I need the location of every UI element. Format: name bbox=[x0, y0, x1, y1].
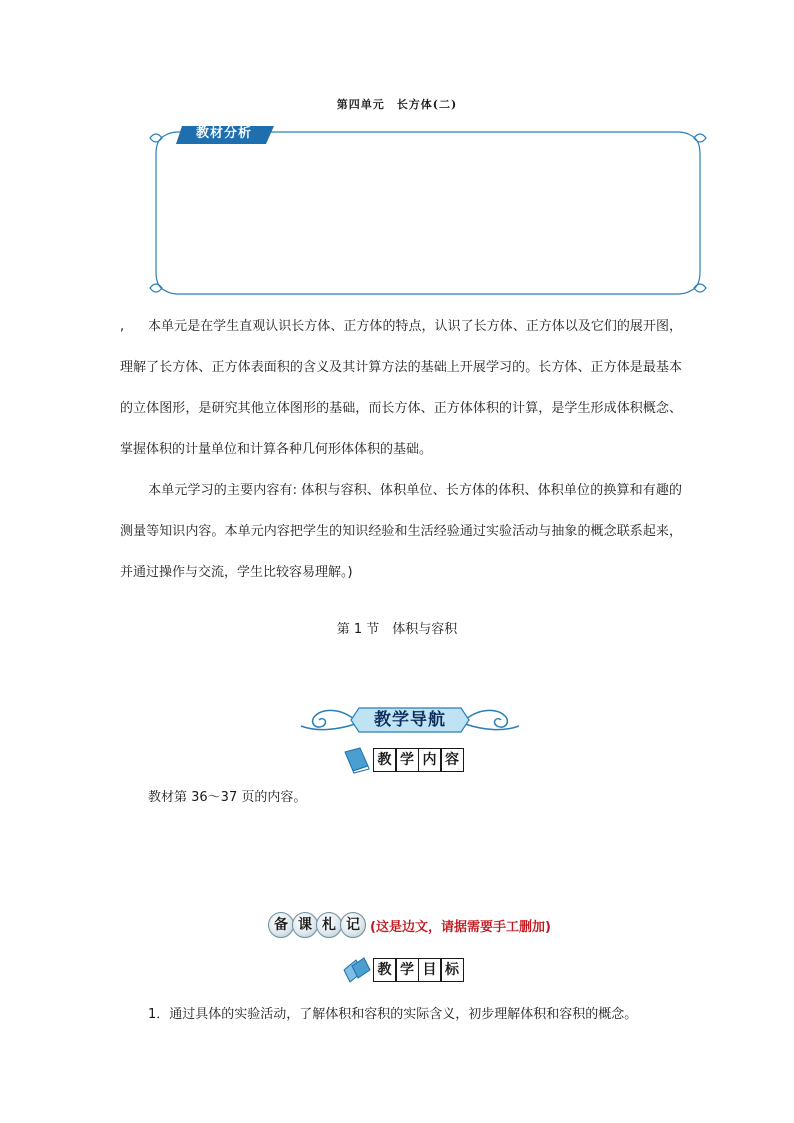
prep-notes-char: 课 bbox=[292, 912, 318, 938]
goals-heading-char: 学 bbox=[395, 958, 419, 982]
section-title: 第 1 节 体积与容积 bbox=[336, 622, 458, 637]
analysis-tag: 教材分析 bbox=[195, 126, 252, 141]
prep-notes-char: 备 bbox=[268, 912, 294, 938]
content-heading-char: 教 bbox=[373, 748, 397, 772]
intro-paragraph-1 bbox=[120, 306, 682, 470]
nav-banner-label: 教学导航 bbox=[374, 710, 446, 730]
stray-mark: , bbox=[120, 319, 125, 334]
content-heading-char: 容 bbox=[440, 748, 464, 772]
intro-paragraph-2 bbox=[120, 470, 682, 593]
prep-notes-char: 记 bbox=[340, 912, 366, 938]
goals-heading-char: 教 bbox=[373, 958, 397, 982]
prep-notes-char: 札 bbox=[316, 912, 342, 938]
goal-item: 1．通过具体的实验活动，了解体积和容积的实际含义，初步理解体积和容积的概念。 bbox=[148, 1007, 638, 1022]
unit-title: 第四单元 长方体(二) bbox=[336, 98, 458, 111]
frame-border bbox=[148, 124, 708, 302]
goals-heading-char: 目 bbox=[418, 958, 442, 982]
goals-heading-char: 标 bbox=[440, 958, 464, 982]
goals-heading bbox=[342, 956, 464, 984]
book-icon bbox=[342, 746, 372, 774]
prep-notes bbox=[268, 912, 551, 938]
content-text: 教材第 36～37 页的内容。 bbox=[148, 790, 307, 805]
books-icon bbox=[342, 956, 372, 984]
content-heading bbox=[342, 746, 464, 774]
prep-notes-note: (这是边文，请据需要手工删加) bbox=[370, 919, 551, 935]
nav-banner bbox=[297, 704, 523, 736]
content-heading-char: 内 bbox=[418, 748, 442, 772]
analysis-frame bbox=[148, 124, 708, 302]
content-heading-char: 学 bbox=[395, 748, 419, 772]
intro-paragraph-1-text: 本单元是在学生直观认识长方体、正方体的特点，认识了长方体、正方体以及它们的展开图，理解了长方体、正方体表面积的含义及其计算方法的基础上开展学习的。长方体、正方体是最基本的立体图形，是研究其他立体图形的基础，而长方体、正方体体积的计算，是学生形成体积概念、掌握体积的计量单位和计算各种几何形体体积的基础。 bbox=[120, 319, 682, 457]
intro-paragraph-2-text: 本单元学习的主要内容有: 体积与容积、体积单位、长方体的体积、体积单位的换算和有趣的测量等知识内容。本单元内容把学生的知识经验和生活经验通过实验活动与抽象的概念联系起来，并通过操作与交流，学生比较容易理解。) bbox=[120, 483, 682, 580]
